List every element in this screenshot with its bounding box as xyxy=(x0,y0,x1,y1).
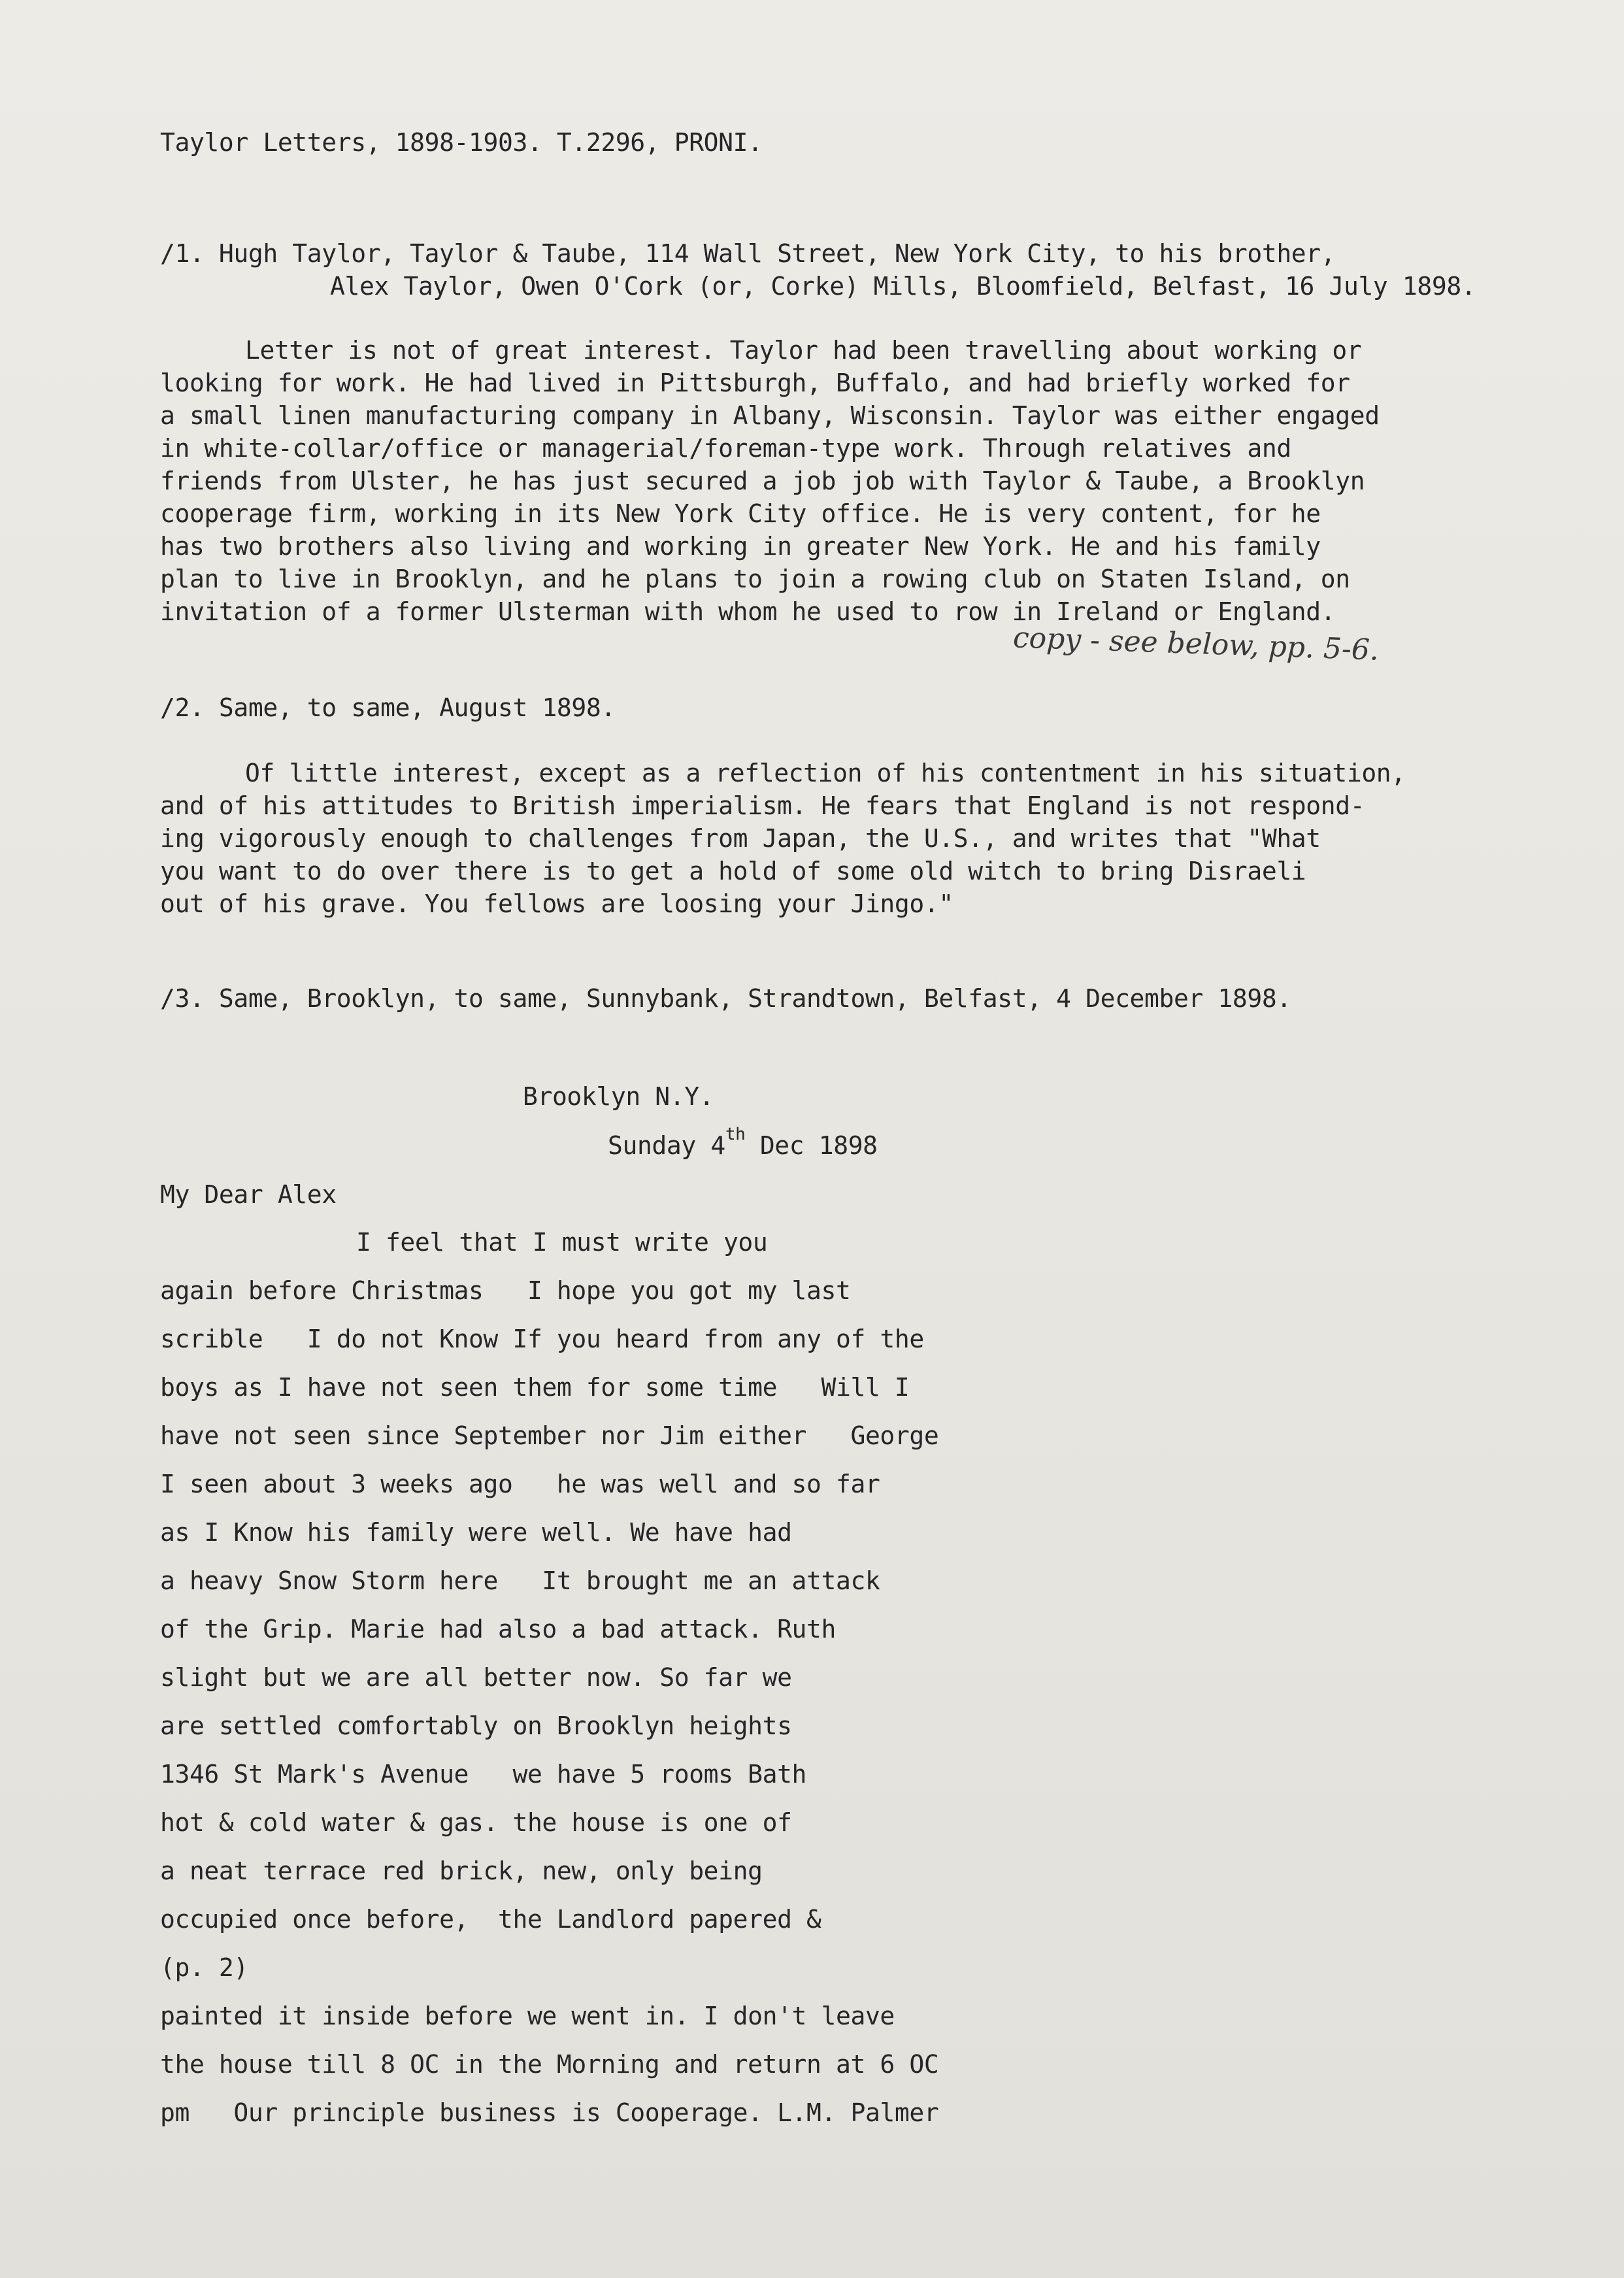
letter-line: hot & cold water & gas. the house is one of xyxy=(160,1808,792,1837)
letter-place: Brooklyn N.Y. xyxy=(523,1082,714,1111)
handwritten-annotation: copy - see below, pp. 5-6. xyxy=(1012,621,1380,667)
letter-line: pm Our principle business is Cooperage. L.M. Palmer xyxy=(160,2098,939,2127)
letter-date-day: Sunday 4 xyxy=(608,1131,725,1160)
entry-1-summary-line: a small linen manufacturing company in Albany, Wisconsin. Taylor was either engaged xyxy=(160,401,1380,430)
entry-1-summary-line: friends from Ulster, he has just secured a job job with Taylor & Taube, a Brooklyn xyxy=(160,467,1365,495)
entry-2-summary-line: out of his grave. You fellows are loosing your Jingo." xyxy=(160,889,953,918)
entry-1-summary-line: plan to live in Brooklyn, and he plans to join a rowing club on Staten Island, on xyxy=(160,565,1350,593)
letter-date xyxy=(608,1125,878,1164)
letter-line: I feel that I must write you xyxy=(356,1228,768,1257)
letter-line: a heavy Snow Storm here It brought me an attack xyxy=(160,1566,880,1595)
letter-date-suffix-ordinal: th xyxy=(725,1125,746,1144)
letter-line: slight but we are all better now. So far we xyxy=(160,1663,792,1692)
letter-line: are settled comfortably on Brooklyn heights xyxy=(160,1711,792,1740)
letter-salutation: My Dear Alex xyxy=(160,1180,337,1209)
entry-3-heading: /3. Same, Brooklyn, to same, Sunnybank, Strandtown, Belfast, 4 December 1898. xyxy=(160,984,1291,1013)
entry-1-summary-line: invitation of a former Ulsterman with whom he used to row in Ireland or England. xyxy=(160,597,1336,626)
entry-2-summary-line: ing vigorously enough to challenges from Japan, the U.S., and writes that "What xyxy=(160,824,1321,853)
letter-line: again before Christmas I hope you got my last xyxy=(160,1276,851,1305)
entry-2-heading: /2. Same, to same, August 1898. xyxy=(160,693,616,722)
entry-1-heading-cont: Alex Taylor, Owen O'Cork (or, Corke) Mills, Bloomfield, Belfast, 16 July 1898. xyxy=(330,272,1476,301)
entry-2-summary-line: and of his attitudes to British imperialism. He fears that England is not respond- xyxy=(160,791,1365,820)
letter-line: a neat terrace red brick, new, only being xyxy=(160,1857,763,1885)
entry-2-summary-line: Of little interest, except as a reflection of his contentment in his situation, xyxy=(245,759,1406,787)
letter-line: boys as I have not seen them for some time Will I xyxy=(160,1373,910,1402)
letter-line: occupied once before, the Landlord papered & xyxy=(160,1905,821,1934)
document-title: Taylor Letters, 1898-1903. T.2296, PRONI. xyxy=(160,128,763,157)
entry-1-summary-line: cooperage firm, working in its New York City office. He is very content, for he xyxy=(160,499,1321,528)
entry-1-summary-line: has two brothers also living and working in greater New York. He and his family xyxy=(160,532,1321,561)
entry-1-summary-line: Letter is not of great interest. Taylor had been travelling about working or xyxy=(245,336,1362,365)
letter-line: the house till 8 OC in the Morning and return at 6 OC xyxy=(160,2050,939,2079)
letter-line: I seen about 3 weeks ago he was well and so far xyxy=(160,1470,880,1498)
entry-2-summary-line: you want to do over there is to get a hold of some old witch to bring Disraeli xyxy=(160,857,1306,885)
letter-line: of the Grip. Marie had also a bad attack. Ruth xyxy=(160,1615,836,1643)
letter-line: painted it inside before we went in. I don't leave xyxy=(160,2002,895,2030)
letter-line: 1346 St Mark's Avenue we have 5 rooms Bath xyxy=(160,1760,807,1789)
letter-date-rest: Dec 1898 xyxy=(745,1131,878,1160)
letter-line: scrible I do not Know If you heard from any of the xyxy=(160,1325,924,1353)
page-marker: (p. 2) xyxy=(160,1953,248,1982)
letter-line: as I Know his family were well. We have had xyxy=(160,1518,792,1547)
entry-1-summary-line: in white-collar/office or managerial/foreman-type work. Through relatives and xyxy=(160,434,1291,463)
entry-1-heading: /1. Hugh Taylor, Taylor & Taube, 114 Wall Street, New York City, to his brother, xyxy=(160,239,1336,268)
letter-line: have not seen since September nor Jim either George xyxy=(160,1421,939,1450)
entry-1-summary-line: looking for work. He had lived in Pittsburgh, Buffalo, and had briefly worked for xyxy=(160,369,1350,397)
